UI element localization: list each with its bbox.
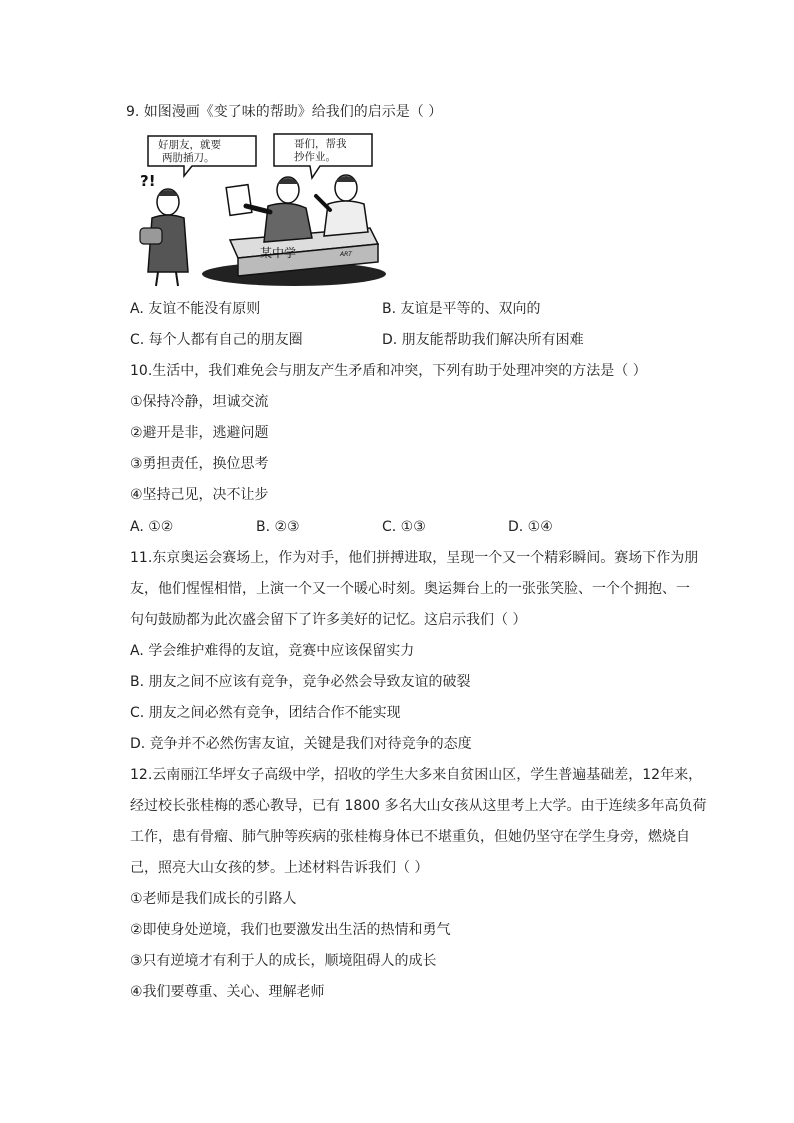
q11-option-d[interactable]: D. 竞争并不必然伤害友谊，关键是我们对待竞争的态度 [130,736,472,752]
puzzled-student-figure [140,172,188,286]
friend-figure-middle [226,177,312,242]
q10-item-4: ④坚持己见，决不让步 [130,487,269,503]
q9-option-c[interactable]: C. 每个人都有自己的朋友圈 [130,332,303,348]
q12-item-1: ①老师是我们成长的引路人 [130,891,297,907]
q10-item-2: ②避开是非，逃避问题 [130,425,269,441]
q10-item-3: ③勇担责任，换位思考 [130,456,269,472]
q11-line-1: 11.东京奥运会赛场上，作为对手，他们拼搏进取，呈现一个又一个精彩瞬间。赛场下作为朋 [130,550,699,566]
q12-line-1: 12.云南丽江华坪女子高级中学，招收的学生大多来自贫困山区，学生普遍基础差，12年来， [130,767,703,783]
bubble-left-line-1: 好朋友，就要 [158,139,221,151]
q9-option-d[interactable]: D. 朋友能帮助我们解决所有困难 [382,332,584,348]
q11-line-2: 友，他们惺惺相惜，上演一个又一个暖心时刻。奥运舞台上的一张张笑脸、一个个拥抱、一 [130,581,690,597]
q12-line-4: 己，照亮大山女孩的梦。上述材料告诉我们（ ） [130,860,429,876]
friend-figure-right [316,175,368,236]
desk-sign: 某中学 [260,246,297,260]
bubble-left-line-2: 两肋插刀。 [162,152,215,164]
q11-option-c[interactable]: C. 朋友之间必然有竞争，团结合作不能实现 [130,705,401,721]
q12-item-2: ②即使身处逆境，我们也要激发出生活的热情和勇气 [130,922,451,938]
q9-option-a[interactable]: A. 友谊不能没有原则 [130,301,261,317]
q9-stem: 9. 如图漫画《变了味的帮助》给我们的启示是（ ） [126,104,443,120]
q11-option-b[interactable]: B. 朋友之间不应该有竞争，竞争必然会导致友谊的破裂 [130,674,471,690]
q11-option-a[interactable]: A. 学会维护难得的友谊，竞赛中应该保留实力 [130,643,415,659]
q11-line-3: 句句鼓励都为此次盛会留下了许多美好的记忆。这启示我们（ ） [130,612,527,628]
q12-item-3: ③只有逆境才有利于人的成长，顺境阻碍人的成长 [130,953,437,969]
q10-option-a[interactable]: A. ①② [130,519,174,535]
cartoon-image [134,132,390,288]
q10-option-b[interactable]: B. ②③ [256,519,300,535]
q10-option-d[interactable]: D. ①④ [508,519,553,535]
q10-stem: 10.生活中，我们难免会与朋友产生矛盾和冲突，下列有助于处理冲突的方法是（ ） [130,363,647,379]
q12-item-4: ④我们要尊重、关心、理解老师 [130,984,325,1000]
desk-brand: ART [340,251,352,258]
q12-line-2: 经过校长张桂梅的悉心教导，已有 1800 多名大山女孩从这里考上大学。由于连续多年高负荷 [130,798,707,814]
bubble-right-line-1: 哥们，帮我 [294,138,347,150]
q12-line-3: 工作，患有骨瘤、肺气肿等疾病的张桂梅身体已不堪重负，但她仍坚守在学生身旁，燃烧自 [130,829,690,845]
puzzle-marks: ?! [140,172,156,190]
q9-option-b[interactable]: B. 友谊是平等的、双向的 [382,301,541,317]
q10-option-c[interactable]: C. ①③ [382,519,426,535]
bubble-right-line-2: 抄作业。 [294,151,336,163]
q10-item-1: ①保持冷静，坦诚交流 [130,394,269,410]
